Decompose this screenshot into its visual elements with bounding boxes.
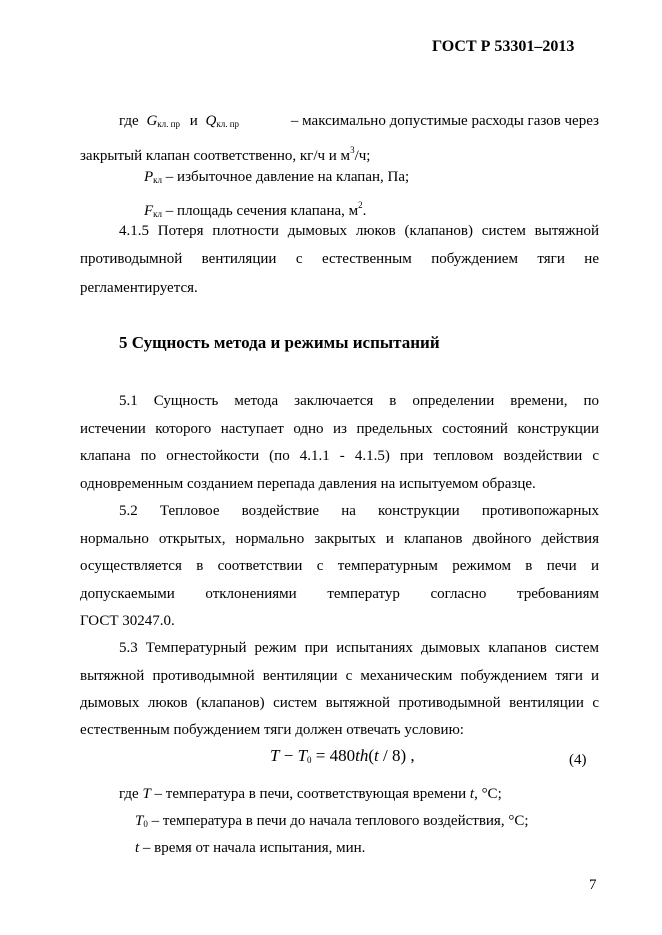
def-temperature: где T – температура в печи, соответствующая времени t, °С; [119,786,502,802]
p415-line: регламентируется. [80,280,198,296]
p51-line: одновременным созданием перепада давления на испытуемом образце. [80,476,536,492]
page-number: 7 [589,877,597,893]
def-initial-temperature: $T_0$ – температура в печи до начала теплового воздействия, °С; [135,813,529,829]
p51-line: истечении которого наступает одно из предельных состояний конструкции [80,421,599,437]
def-time: t – время от начала испытания, мин. [135,840,366,856]
document-code: ГОСТ Р 53301–2013 [432,38,575,55]
p415-line: 4.1.5 Потеря плотности дымовых люков (клапанов) систем вытяжной [119,223,599,239]
p51-line: 5.1 Сущность метода заключается в определении времени, по [119,393,599,409]
p53-line: 5.3 Температурный режим при испытаниях дымовых клапанов систем [119,640,599,656]
area-definition: $F_{кл}$ – площадь сечения клапана, $м^2$. [144,200,367,219]
where-line-2: закрытый клапан соответственно, кг/ч и $м^3/ч$; [80,145,371,164]
p52-line: нормально открытых, нормально закрытых и клапанов двойного действия [80,531,599,547]
p53-line: естественным побуждением тяги должен отвечать условию: [80,722,464,738]
p53-line: вытяжной противодымной вентиляции с механическим побуждением тяги и [80,668,599,684]
formula-4: $T - T_0 = 480th(t / 8)$ , [270,746,415,765]
formula-number: (4) [569,752,587,768]
p52-line: ГОСТ 30247.0. [80,613,175,629]
p51-line: клапана по огнестойкости (по 4.1.1 - 4.1.5) при тепловом воздействии с [80,448,599,464]
pressure-definition: $P_{кл}$ – избыточное давление на клапан, Па; [144,169,410,185]
p415-line: противодымной вентиляции с естественным побуждением тяги не [80,251,599,267]
p52-line: 5.2 Тепловое воздействие на конструкции противопожарных [119,503,599,519]
p52-line: осуществляется в соответствии с температурным режимом в печи и [80,558,599,574]
p52-line: допускаемыми отклонениями температур согласно требованиям [80,586,599,602]
section-title: 5 Сущность метода и режимы испытаний [119,333,440,352]
where-line-1: где $G_{кл. пр}$ и $Q_{кл. пр}$ – максимально допустимые расходы газов через [119,113,599,129]
p53-line: дымовых люков (клапанов) систем вытяжной противодымной вентиляции с [80,695,599,711]
